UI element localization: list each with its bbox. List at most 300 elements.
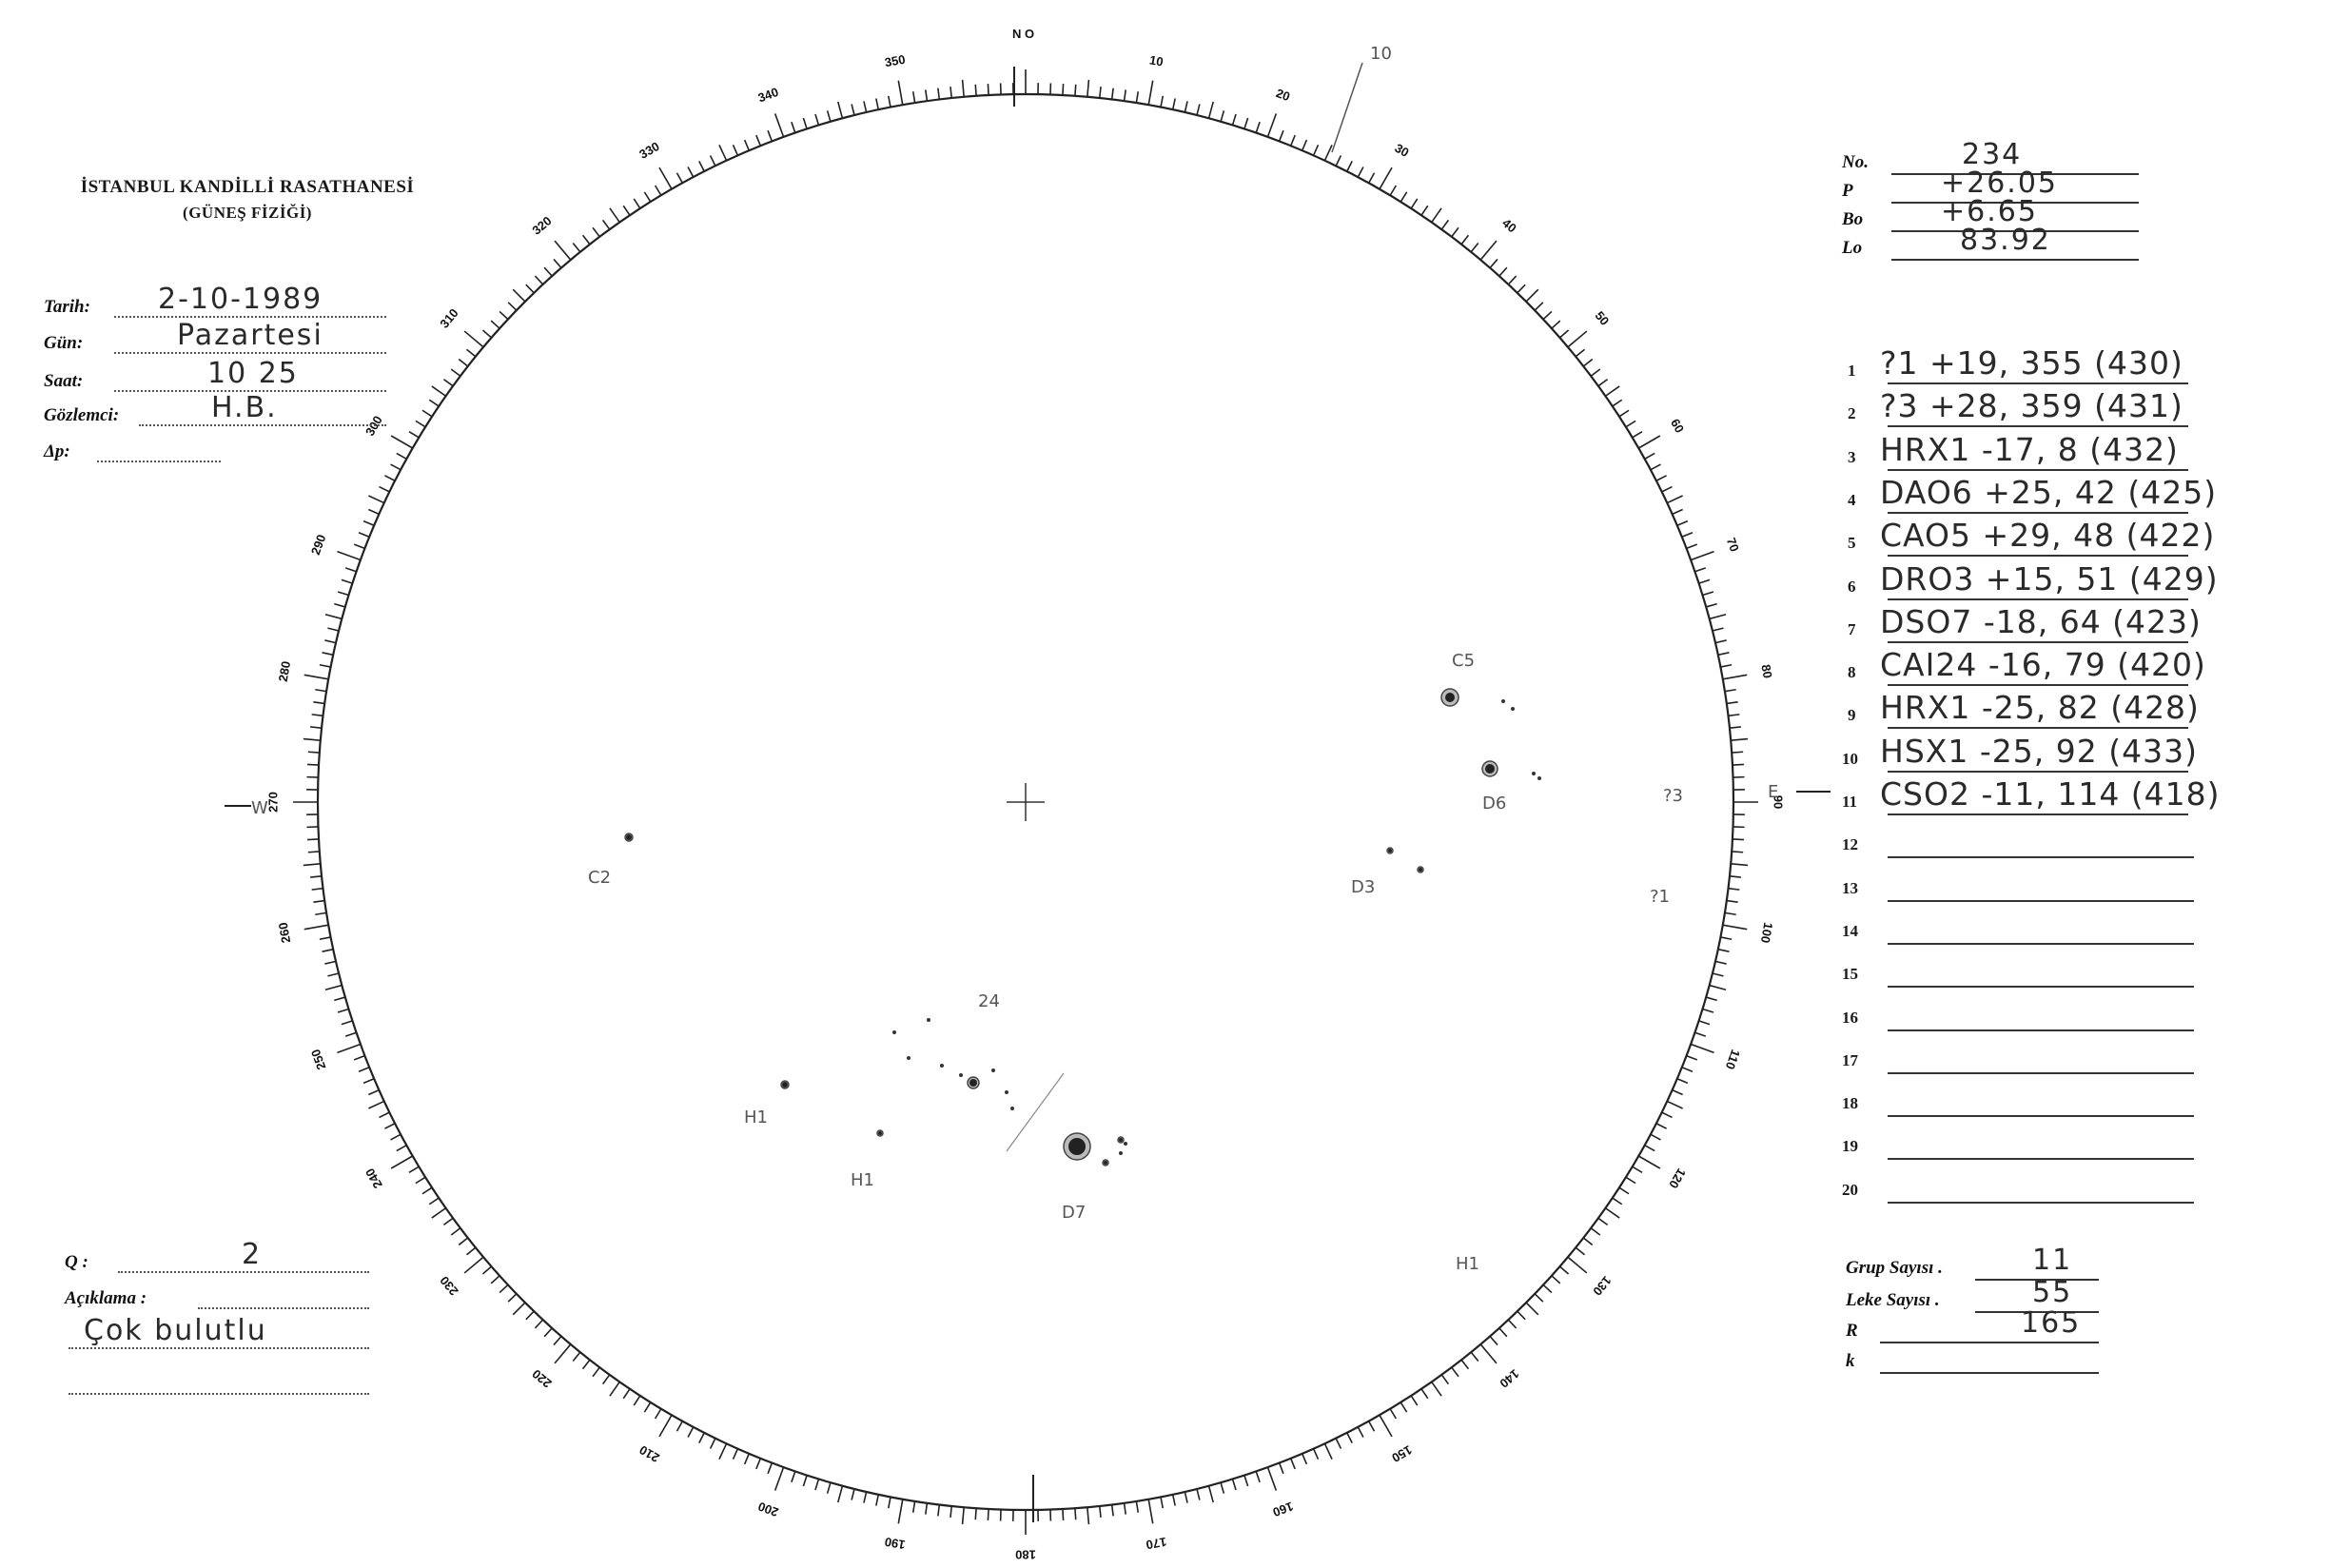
sunspot-speck	[907, 1056, 910, 1060]
degree-tick	[950, 87, 951, 98]
degree-tick	[1706, 997, 1717, 1000]
degree-tick	[1694, 568, 1705, 572]
degree-tick	[1667, 496, 1682, 503]
degree-tick	[1347, 161, 1352, 171]
degree-tick	[1552, 321, 1560, 328]
degree-tick	[555, 1344, 571, 1363]
degree-label: 100	[1757, 921, 1776, 945]
degree-tick	[320, 665, 331, 667]
degree-tick	[451, 1228, 460, 1235]
degree-tick	[1358, 167, 1363, 177]
degree-tick	[1267, 113, 1276, 136]
degree-tick	[1605, 1208, 1619, 1218]
degree-tick	[342, 1021, 352, 1025]
date-value: 2-10-1989	[158, 283, 323, 316]
degree-tick	[1471, 243, 1478, 251]
degree-tick	[482, 1266, 491, 1274]
degree-tick	[1710, 615, 1726, 619]
degree-tick	[1727, 901, 1738, 903]
degree-tick	[1197, 1489, 1200, 1500]
degree-label: 220	[529, 1366, 555, 1391]
degree-tick	[1461, 235, 1468, 244]
degree-tick	[963, 1507, 965, 1524]
degree-tick	[384, 476, 395, 480]
observer-field: Gözlemci: H.B.	[44, 402, 348, 430]
degree-tick	[363, 1079, 374, 1084]
degree-tick	[1411, 199, 1418, 208]
degree-tick	[1380, 1415, 1392, 1437]
degree-label: 290	[307, 532, 329, 558]
group-row-text: CAI24 -16, 79 (420)	[1880, 646, 2206, 684]
degree-tick	[1421, 206, 1428, 215]
sunspot-umbra	[1119, 1138, 1123, 1142]
degree-tick	[838, 102, 843, 118]
degree-tick	[1314, 1449, 1319, 1460]
degree-tick	[323, 653, 334, 655]
degree-tick	[1598, 380, 1608, 386]
degree-tick	[1526, 1303, 1538, 1315]
group-row-line	[1888, 1115, 2194, 1117]
degree-tick	[1591, 1228, 1600, 1235]
degree-tick	[711, 156, 715, 167]
degree-tick	[656, 1409, 661, 1419]
degree-tick	[852, 1489, 854, 1500]
degree-tick	[603, 220, 610, 229]
degree-label: 80	[1758, 663, 1775, 680]
degree-tick	[768, 1463, 772, 1474]
group-row-number: 16	[1842, 1008, 1858, 1027]
sunspot-umbra	[1068, 1138, 1086, 1155]
time-field: Saat: 10 25	[44, 367, 348, 396]
degree-tick	[337, 1044, 360, 1052]
group-row-number: 7	[1848, 619, 1856, 638]
group-row-line	[1888, 1158, 2194, 1160]
degree-tick	[1291, 1459, 1295, 1469]
comment-label-field: Açıklama :	[65, 1284, 369, 1313]
degree-tick	[1699, 1021, 1710, 1025]
degree-tick	[610, 1382, 619, 1396]
degree-tick	[1173, 99, 1175, 110]
degree-tick	[1725, 912, 1736, 914]
degree-tick	[610, 208, 619, 223]
param-lo: Lo 83.92	[1842, 234, 2139, 263]
degree-tick	[1677, 521, 1688, 526]
degree-tick	[828, 110, 831, 122]
degree-tick	[1662, 1112, 1673, 1117]
sunspot-speck	[1537, 776, 1541, 780]
degree-tick	[334, 997, 345, 1000]
degree-tick	[1691, 1044, 1713, 1052]
degree-tick	[409, 432, 419, 438]
degree-tick	[1687, 1056, 1697, 1060]
degree-tick	[359, 533, 369, 537]
degree-label: 250	[307, 1047, 329, 1072]
degree-tick	[1233, 1479, 1237, 1489]
degree-tick	[308, 752, 320, 753]
degree-tick	[719, 145, 727, 160]
degree-tick	[756, 135, 760, 146]
degree-tick	[1613, 400, 1622, 406]
sunspot-speck	[991, 1068, 995, 1072]
degree-tick	[913, 91, 915, 103]
degree-tick	[491, 321, 499, 328]
degree-tick	[1358, 1427, 1363, 1438]
sketch-label: C2	[588, 868, 612, 888]
degree-tick	[1336, 1439, 1341, 1449]
degree-tick	[1715, 640, 1727, 643]
degree-label: 50	[1592, 308, 1613, 328]
degree-tick	[1209, 1486, 1214, 1502]
degree-label: 20	[1274, 86, 1292, 105]
degree-tick	[1380, 167, 1392, 189]
group-row-text: HRX1 -17, 8 (432)	[1880, 430, 2179, 468]
group-row-number: 8	[1848, 663, 1856, 682]
degree-tick	[315, 690, 326, 692]
group-row-number: 10	[1842, 749, 1858, 768]
degree-tick	[1432, 1382, 1441, 1396]
observatory-header	[38, 177, 457, 223]
group-row-text: ?3 +28, 359 (431)	[1880, 387, 2183, 425]
degree-tick	[593, 227, 599, 237]
degree-tick	[1063, 84, 1064, 95]
degree-tick	[1626, 1177, 1635, 1183]
group-row-number: 2	[1848, 404, 1856, 423]
degree-tick	[354, 544, 364, 548]
degree-tick	[876, 1495, 878, 1506]
degree-tick	[338, 1009, 348, 1013]
group-row-text: HSX1 -25, 92 (433)	[1880, 732, 2198, 770]
sketch-stroke	[1007, 1073, 1064, 1151]
degree-tick	[1535, 1294, 1543, 1302]
date-field: Tarih: 2-10-1989	[44, 293, 348, 322]
degree-label: 40	[1499, 215, 1519, 236]
degree-label: 60	[1667, 416, 1688, 436]
comment-field	[65, 1314, 369, 1353]
degree-tick	[409, 1166, 419, 1172]
degree-tick	[380, 487, 390, 492]
group-row-number: 1	[1848, 362, 1856, 380]
degree-tick	[1148, 1499, 1153, 1524]
degree-tick	[1651, 464, 1661, 470]
degree-label: 330	[636, 138, 662, 162]
sunspot-speck	[959, 1073, 963, 1077]
degree-tick	[1633, 432, 1642, 438]
degree-tick	[1713, 973, 1724, 976]
degree-label: 300	[362, 413, 385, 439]
degree-tick	[464, 1257, 483, 1273]
group-row-text: HRX1 -25, 82 (428)	[1880, 689, 2200, 727]
param-no: No. 234	[1842, 148, 2139, 177]
degree-tick	[1185, 1492, 1187, 1503]
degree-tick	[938, 88, 939, 100]
degree-tick	[963, 80, 965, 97]
degree-tick	[443, 1218, 453, 1225]
degree-label: 180	[1015, 1547, 1036, 1562]
degree-tick	[1720, 665, 1732, 667]
group-row-line	[1888, 684, 2188, 686]
degree-tick	[1125, 89, 1126, 101]
degree-tick	[1687, 544, 1697, 548]
degree-tick	[429, 400, 439, 406]
degree-tick	[711, 1439, 715, 1449]
degree-tick	[583, 1360, 590, 1368]
group-row-number: 18	[1842, 1094, 1858, 1113]
degree-tick	[513, 289, 525, 302]
degree-tick	[1731, 864, 1748, 866]
degree-tick	[1063, 1509, 1064, 1520]
degree-tick	[573, 1352, 580, 1361]
degree-tick	[656, 186, 661, 195]
degree-tick	[1682, 1068, 1693, 1071]
degree-tick	[1591, 369, 1600, 376]
degree-tick	[1112, 88, 1113, 100]
group-row-line	[1888, 382, 2188, 384]
sunspot-umbra	[1419, 868, 1422, 872]
degree-tick	[1733, 764, 1744, 765]
degree-tick	[464, 331, 483, 347]
degree-label: 340	[755, 84, 781, 106]
degree-tick	[451, 369, 460, 376]
degree-tick	[1694, 1032, 1705, 1036]
degree-tick	[1706, 604, 1717, 607]
group-row-line	[1888, 1072, 2194, 1074]
sunspot-speck	[1511, 707, 1515, 711]
degree-tick	[852, 104, 854, 115]
degree-tick	[368, 1090, 379, 1095]
summary-k: k	[1846, 1347, 2160, 1376]
group-row-number: 4	[1848, 490, 1856, 509]
degree-tick	[1638, 436, 1660, 448]
time-value: 10 25	[207, 357, 299, 390]
degree-tick	[688, 167, 694, 177]
degree-label: 110	[1722, 1048, 1743, 1071]
group-row-text: DRO3 +15, 51 (429)	[1880, 559, 2219, 598]
group-row-line	[1888, 469, 2188, 471]
degree-tick	[988, 84, 989, 95]
degree-tick	[1619, 410, 1629, 417]
degree-tick	[623, 1389, 630, 1399]
degree-tick	[1244, 1476, 1248, 1486]
degree-tick	[313, 702, 324, 704]
group-row-line	[1888, 813, 2188, 815]
degree-tick	[1583, 1238, 1592, 1245]
degree-tick	[390, 464, 401, 470]
degree-tick	[432, 386, 446, 396]
quality-value: 2	[242, 1238, 263, 1271]
degree-tick	[508, 303, 517, 310]
degree-tick	[1161, 1497, 1163, 1508]
degree-tick	[1471, 1352, 1478, 1361]
group-row-line	[1888, 1029, 2194, 1031]
sunspot-speck	[927, 1018, 930, 1022]
sunspot-umbra	[969, 1079, 977, 1087]
degree-tick	[1552, 1276, 1560, 1284]
degree-label: 160	[1270, 1499, 1296, 1520]
degree-tick	[828, 1482, 831, 1494]
degree-tick	[384, 1124, 395, 1128]
degree-tick	[466, 1247, 475, 1255]
degree-label: 30	[1392, 140, 1412, 161]
degree-tick	[593, 1367, 599, 1377]
degree-tick	[324, 640, 336, 643]
degree-tick	[544, 267, 552, 276]
degree-tick	[363, 521, 374, 526]
degree-label: 210	[636, 1442, 662, 1466]
degree-label: 280	[275, 659, 294, 683]
sketch-label: D6	[1482, 794, 1507, 813]
group-row-number: 9	[1848, 706, 1856, 725]
degree-tick	[499, 311, 508, 319]
degree-tick	[1499, 267, 1507, 276]
degree-tick	[1244, 118, 1248, 128]
sunspot-umbra	[1104, 1161, 1107, 1165]
degree-tick	[416, 421, 425, 426]
degree-tick	[1280, 130, 1283, 141]
group-row-number: 11	[1842, 793, 1858, 811]
degree-tick	[676, 173, 682, 183]
degree-label: 230	[437, 1273, 461, 1299]
group-row-number: 20	[1842, 1180, 1858, 1199]
observatory-subtitle: (GÜNEŞ FİZİĞİ)	[183, 204, 312, 222]
group-row-number: 3	[1848, 447, 1856, 466]
degree-tick	[315, 912, 326, 914]
sketch-label: D7	[1062, 1203, 1087, 1223]
degree-tick	[304, 925, 329, 930]
degree-tick	[1324, 145, 1332, 160]
degree-tick	[1256, 122, 1260, 132]
group-row-number: 13	[1842, 878, 1858, 897]
degree-tick	[745, 1454, 750, 1464]
degree-tick	[526, 1311, 534, 1320]
degree-tick	[1075, 85, 1076, 96]
group-row-number: 17	[1842, 1050, 1858, 1069]
degree-tick	[1136, 91, 1138, 103]
degree-tick	[1087, 80, 1089, 97]
degree-tick	[1291, 135, 1295, 146]
group-row-line	[1888, 771, 2188, 773]
degree-tick	[359, 1068, 369, 1071]
group-row-line	[1888, 641, 2188, 643]
degree-tick	[815, 114, 819, 125]
degree-tick	[310, 727, 322, 728]
north-marker: N O	[1012, 27, 1035, 41]
degree-label: 270	[265, 792, 281, 813]
degree-tick	[1535, 303, 1543, 310]
sketch-label: H1	[744, 1107, 768, 1127]
comment-value: Çok bulutlu	[84, 1314, 267, 1347]
group-row-line	[1888, 900, 2194, 902]
degree-tick	[734, 145, 738, 155]
degree-tick	[1499, 1328, 1507, 1337]
param-p: P +26.05	[1842, 177, 2139, 206]
degree-tick	[1185, 101, 1187, 112]
degree-tick	[699, 161, 704, 171]
degree-tick	[950, 1506, 951, 1518]
degree-tick	[1324, 1443, 1332, 1459]
degree-tick	[1713, 628, 1724, 631]
sunspot-umbra	[626, 834, 632, 840]
degree-label: 70	[1723, 536, 1742, 554]
degree-tick	[1645, 453, 1654, 459]
degree-tick	[1605, 386, 1619, 396]
degree-tick	[1723, 675, 1748, 679]
degree-tick	[1148, 81, 1153, 106]
degree-tick	[1161, 96, 1163, 108]
degree-tick	[573, 243, 580, 251]
group-row-number: 5	[1848, 534, 1856, 553]
degree-tick	[320, 937, 331, 939]
degree-tick	[1302, 140, 1307, 150]
degree-tick	[303, 864, 321, 866]
sketch-label: D3	[1351, 877, 1376, 897]
sunspot-umbra	[878, 1131, 882, 1135]
degree-tick	[544, 1328, 552, 1337]
degree-tick	[554, 259, 561, 267]
degree-label: 90	[1771, 794, 1786, 810]
degree-tick	[337, 552, 360, 560]
degree-tick	[1691, 552, 1713, 560]
sketch-label: C5	[1452, 651, 1476, 671]
degree-tick	[308, 852, 320, 853]
degree-tick	[1633, 1166, 1642, 1172]
degree-tick	[325, 615, 342, 619]
group-row-text: CAO5 +29, 48 (422)	[1880, 517, 2216, 555]
summary-groups: Grup Sayısı . 11	[1846, 1254, 2160, 1283]
sunspot-umbra	[1485, 764, 1495, 774]
degree-label: 310	[437, 305, 461, 331]
degree-tick	[1390, 1409, 1396, 1419]
param-bo: Bo +6.65	[1842, 206, 2139, 234]
degree-tick	[1682, 533, 1693, 537]
degree-tick	[1209, 102, 1214, 118]
degree-tick	[1656, 476, 1667, 480]
degree-tick	[526, 284, 534, 293]
degree-tick	[719, 1443, 727, 1459]
group-row-line	[1888, 425, 2188, 427]
degree-tick	[508, 1294, 517, 1302]
degree-tick	[1452, 1367, 1459, 1377]
degree-tick	[1490, 259, 1498, 267]
degree-tick	[304, 675, 329, 679]
degree-tick	[1421, 1389, 1428, 1399]
degree-tick	[1568, 1257, 1587, 1273]
degree-tick	[466, 349, 475, 357]
degree-tick	[1452, 227, 1459, 237]
degree-tick	[1626, 421, 1635, 426]
degree-tick	[459, 360, 467, 366]
degree-tick	[1369, 1421, 1375, 1431]
sketch-label: 24	[978, 991, 1000, 1011]
degree-label: 140	[1497, 1366, 1522, 1391]
degree-tick	[1702, 592, 1713, 596]
degree-tick	[1441, 1375, 1448, 1384]
degree-tick	[1732, 752, 1743, 753]
group-row-text: CSO2 -11, 114 (418)	[1880, 775, 2221, 813]
degree-tick	[368, 1101, 383, 1108]
group-row-line	[1888, 555, 2188, 557]
degree-tick	[323, 950, 334, 951]
degree-tick	[1715, 961, 1727, 964]
group-row-line	[1888, 986, 2194, 988]
group-row-number: 14	[1842, 921, 1858, 940]
degree-tick	[699, 1433, 704, 1443]
degree-tick	[1480, 1344, 1497, 1363]
annotation-line	[1332, 63, 1362, 152]
sunspot-speck	[1119, 1151, 1123, 1155]
degree-tick	[491, 1276, 499, 1284]
degree-tick	[422, 410, 432, 417]
degree-tick	[345, 1032, 356, 1036]
